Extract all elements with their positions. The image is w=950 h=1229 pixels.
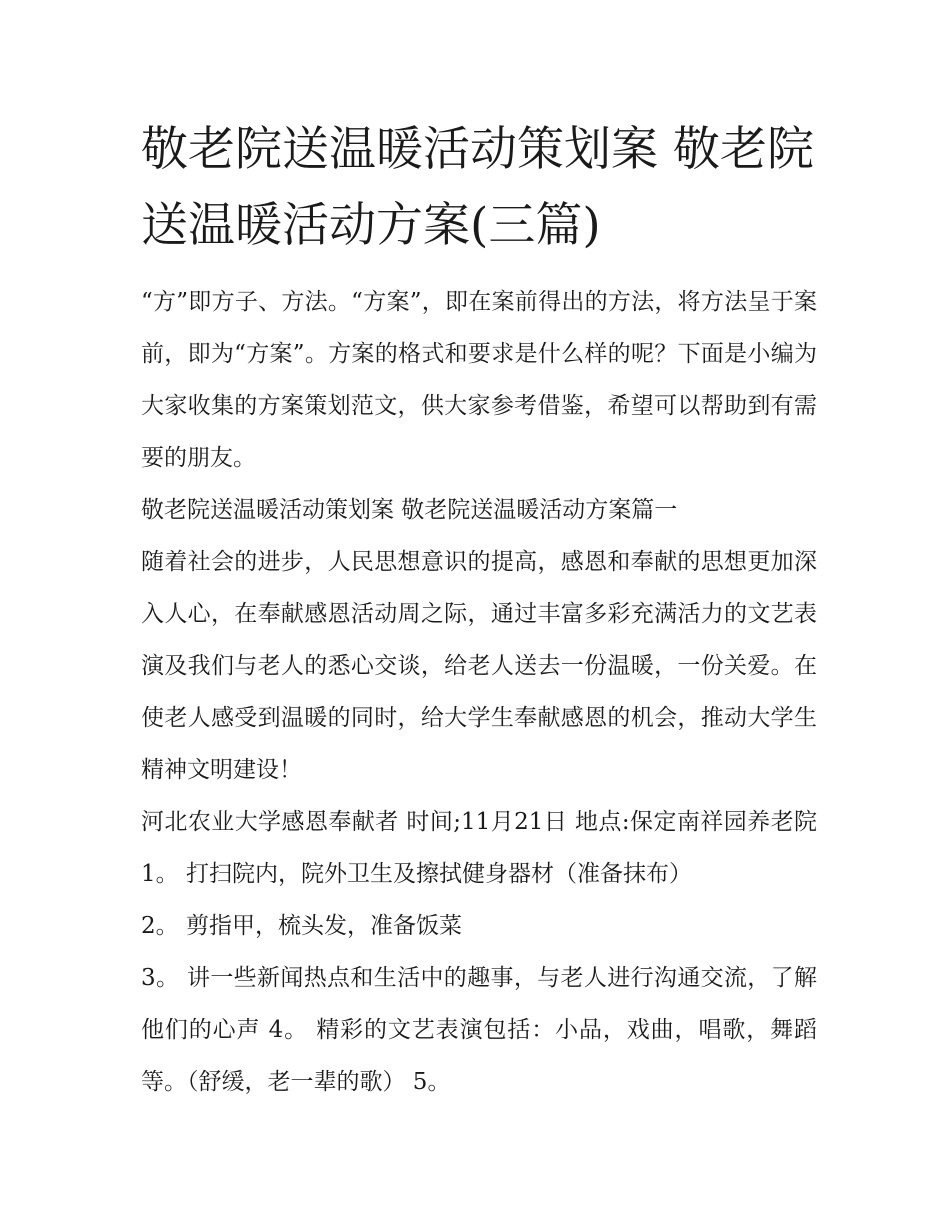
document-page [141,112,817,1108]
section-heading: 敬老院送温暖活动策划案 敬老院送温暖活动方案篇一 [141,497,678,523]
background-paragraph: 随着社会的进步，人民思想意识的提高，感恩和奉献的思想更加深入人心，在奉献感恩活动周之际，通过丰富多彩充满活力的文艺表演及我们与老人的悉心交谈，给老人送去一份温暖，一份关爱。在使老人感受到温暖的同时，给大学生奉献感恩的机会，推动大学生精神文明建设！ [141,549,817,783]
step-3-paragraph: 3。 讲一些新闻热点和生活中的趣事，与老人进行沟通交流，了解他们的心声 4。 精彩的文艺表演包括：小品，戏曲，唱歌，舞蹈等。（舒缓，老一辈的歌） 5。 [141,965,817,1095]
details-paragraph: 河北农业大学感恩奉献者 时间;11月21日 地点:保定南祥园养老院 1。 打扫院内，院外卫生及擦拭健身器材（准备抹布） [141,809,817,887]
intro-paragraph: “方”即方子、方法。“方案”，即在案前得出的方法，将方法呈于案前，即为“方案”。方案的格式和要求是什么样的呢？下面是小编为大家收集的方案策划范文，供大家参考借鉴，希望可以帮助到有需要的朋友。 [141,289,817,471]
document-title: 敬老院送温暖活动策划案 敬老院送温暖活动方案(三篇) [141,122,814,253]
step-2-paragraph: 2。 剪指甲，梳头发，准备饭菜 [141,913,462,939]
